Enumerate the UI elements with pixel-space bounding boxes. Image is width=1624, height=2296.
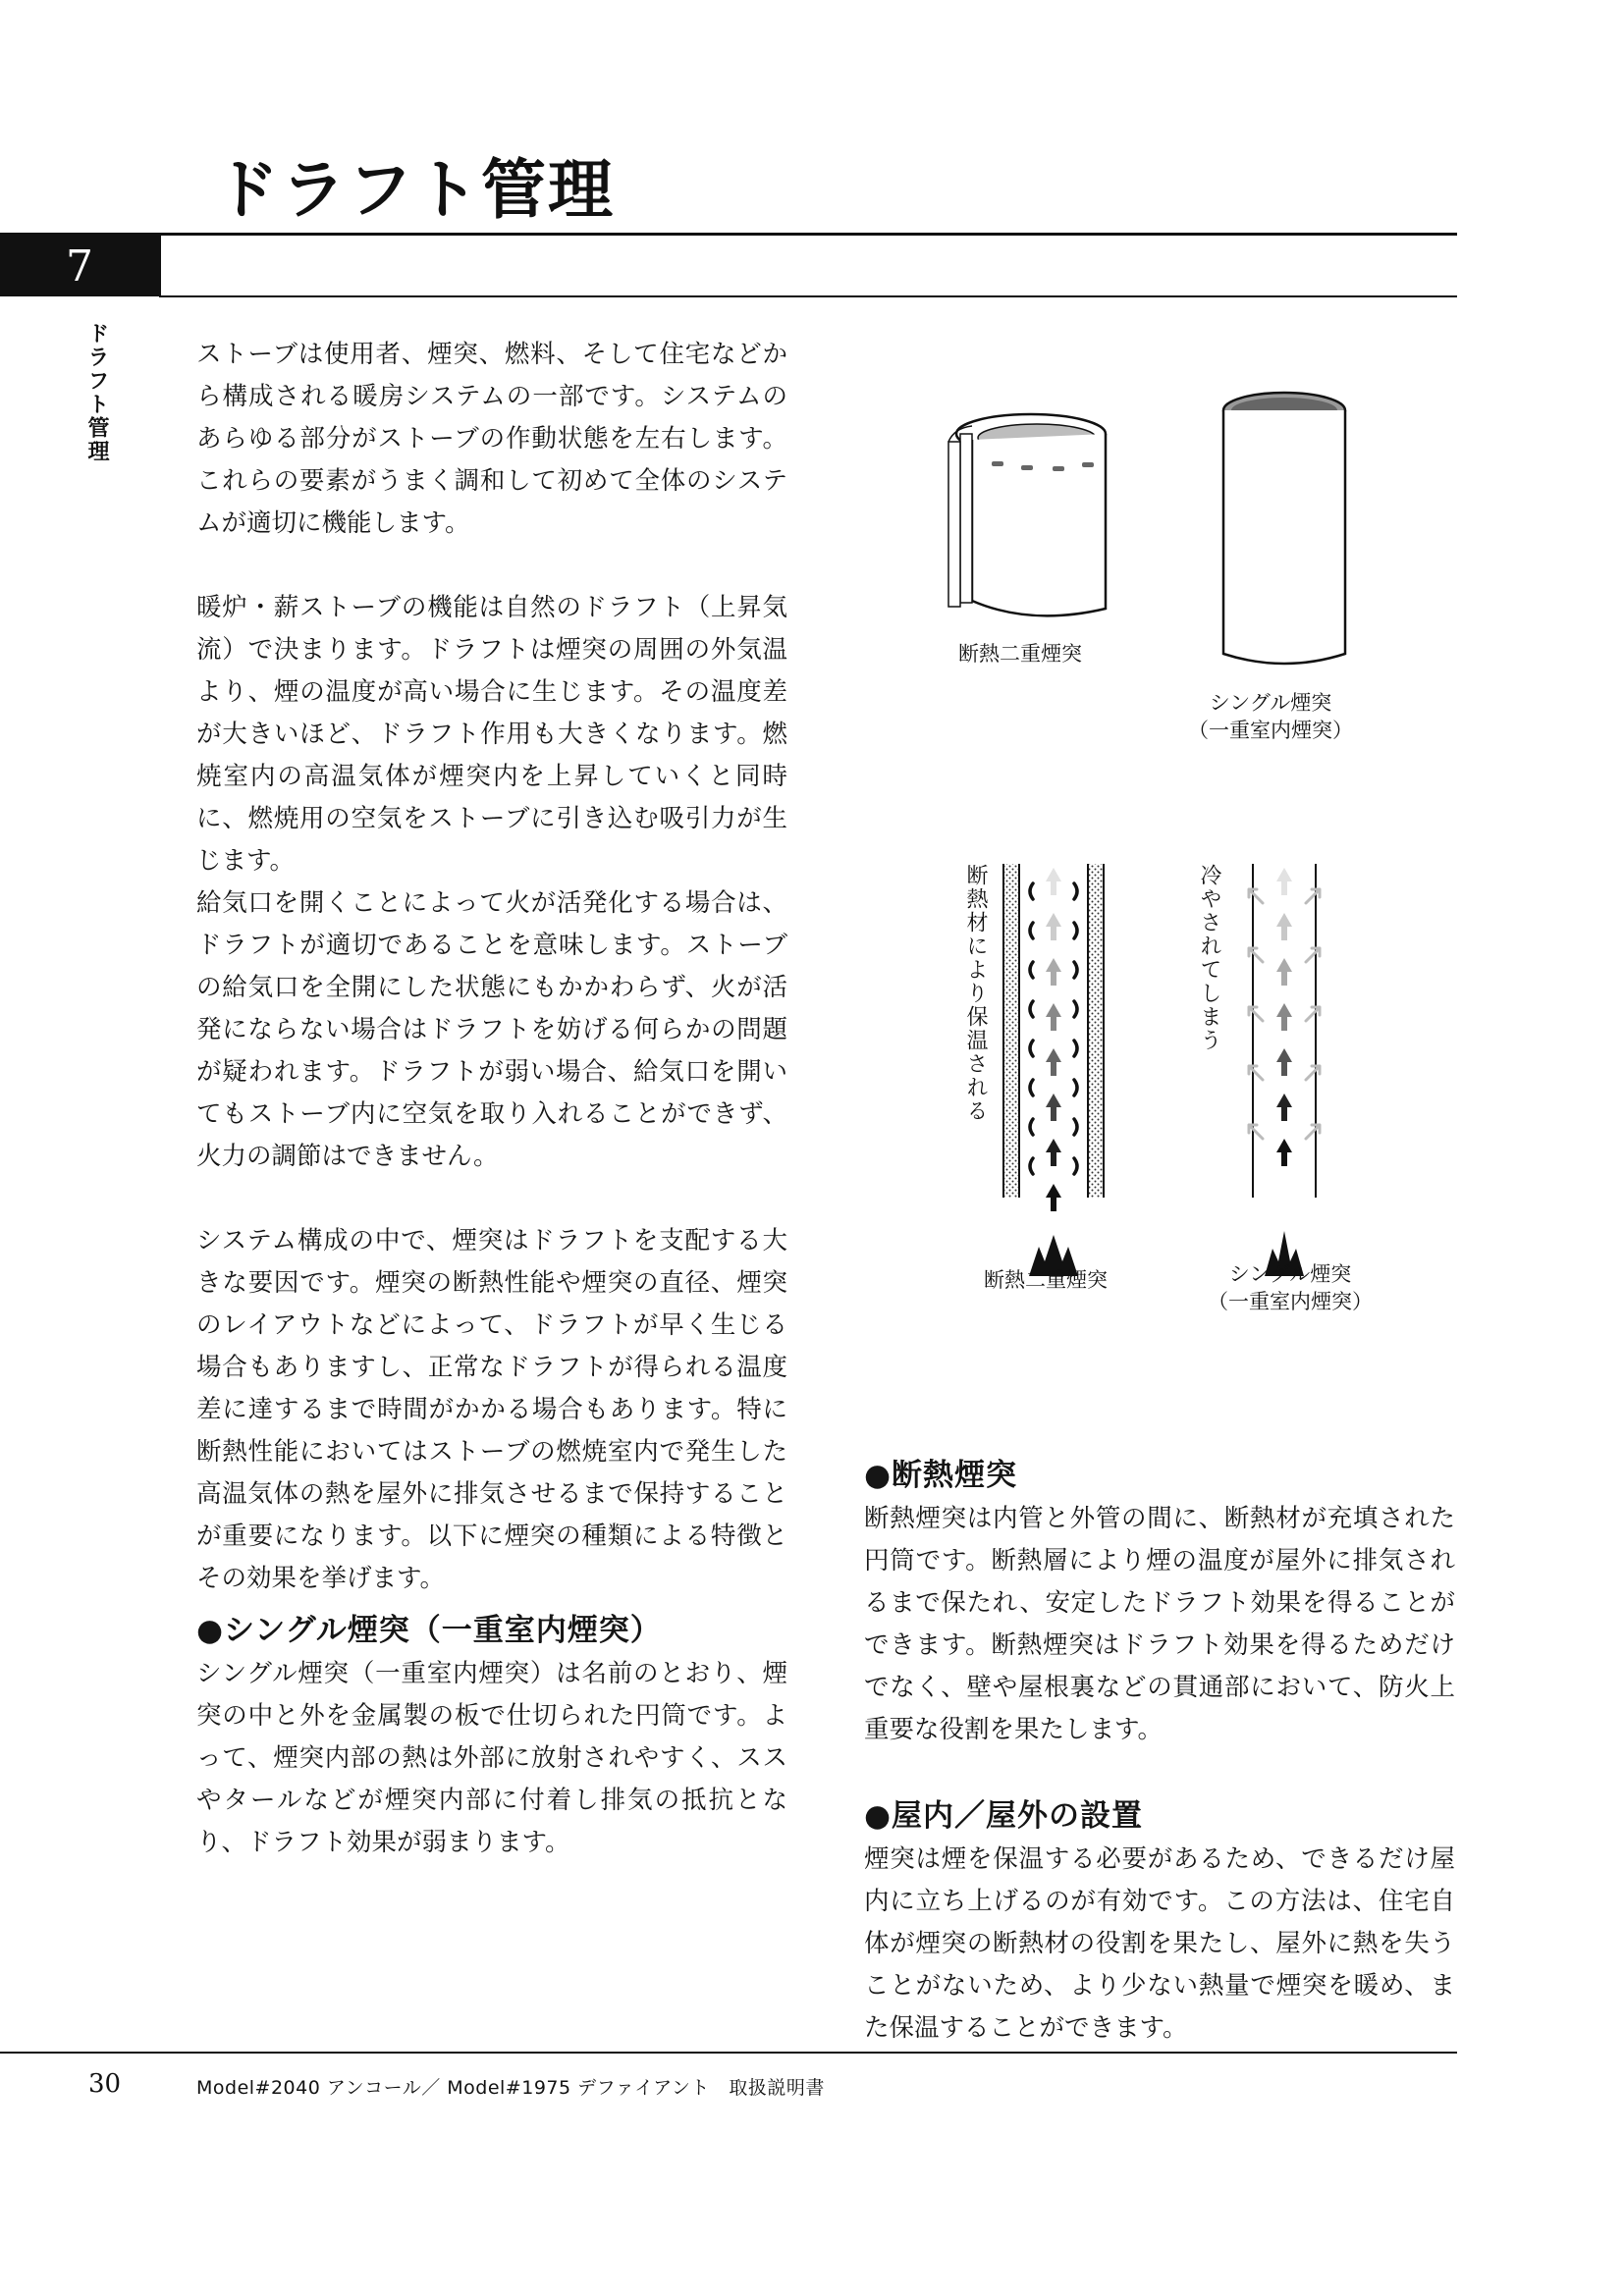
insulated-cross-section: [1003, 864, 1104, 1276]
header-divider: [159, 233, 161, 297]
vlabel-single: 冷やされてしまう: [1197, 864, 1221, 1052]
insulated-chimney-drawing: [948, 414, 1106, 615]
section-body-single: シングル煙突（一重室内煙突）は名前のとおり、煙突の中と外を金属製の板で仕切られた円筒です。よって、煙突内部の熱は外部に放射されやすく、ススやタールなどが煙突内部に付着し排気の抵抗となり、ドラフト効果が弱まります。: [196, 1659, 787, 1857]
right-column: [864, 1453, 1455, 2050]
left-column: [196, 334, 787, 1864]
chimney-figure: [923, 373, 1434, 1355]
header-rule: [0, 233, 1457, 236]
side-section-label: ドラフト管理: [84, 322, 110, 463]
paragraph-chimney-factor: システム構成の中で、煙突はドラフトを支配する大きな要因です。煙突の断熱性能や煙突の直径、煙突のレイアウトなどによって、ドラフトが早く生じる場合もありますし、正常なドラフトが得られる温度差に達するまで時間がかかる場合もあります。特に断熱性能においてはストーブの燃焼室内で発生した高温気体の熱を屋外に排気させるまで保持することが重要になります。以下に煙突の種類による特徴とその効果を挙げます。: [196, 1226, 787, 1593]
page-number: 30: [88, 2069, 122, 2099]
paragraph-draft: 暖炉・薪ストーブの機能は自然のドラフト（上昇気流）で決まります。ドラフトは煙突の周囲の外気温より、煙の温度が高い場合に生じます。その温度差が大きいほど、ドラフト作用も大きくなります。燃焼室内の高温気体が煙突内を上昇していくと同時に、燃焼用の空気をストーブに引き込む吸引力が生じます。: [196, 593, 787, 876]
chapter-number: 7: [0, 236, 159, 296]
paragraph-air-intake: 給気口を開くことによって火が活発化する場合は、ドラフトが適切であることを意味します。ストーブの給気口を全開にした状態にもかかわらず、火が活発にならない場合はドラフトを妨げる何らかの問題が疑われます。ドラフトが弱い場合、給気口を開いてもストーブ内に空気を取り入れることができず、火力の調節はできません。: [196, 888, 787, 1171]
section-heading-insulated: ●断熱煙突: [864, 1458, 1018, 1493]
section-body-insulated: 断熱煙突は内管と外管の間に、断熱材が充填された円筒です。断熱層により煙の温度が屋外に排気されるまで保たれ、安定したドラフト効果を得ることができます。断熱煙突はドラフト効果を得るためだけでなく、壁や屋根裏などの貫通部において、防火上重要な役割を果たします。: [864, 1504, 1455, 1744]
section-body-location: 煙突は煙を保温する必要があるため、できるだけ屋内に立ち上げるのが有効です。この方法は、住宅自体が煙突の断熱材の役割を果たし、屋外に熱を失うことがないため、より少ない熱量で煙突を暖め、また保温することができます。: [864, 1844, 1455, 2043]
footer-manual-title: Model#2040 アンコール／ Model#1975 デファイアント 取扱説明書: [196, 2077, 825, 2099]
label-insulated-bottom: 断熱二重煙突: [984, 1268, 1108, 1292]
header-subrule: [159, 295, 1457, 297]
chimney-illustration: [923, 373, 1434, 1355]
vlabel-insulated: 断熱材により保温される: [963, 864, 988, 1123]
page-title: ドラフト管理: [214, 151, 615, 228]
label-single-bottom: シングル煙突 （一重室内煙突）: [1208, 1262, 1373, 1313]
label-single-top: シングル煙突 （一重室内煙突）: [1188, 691, 1353, 742]
label-insulated-top: 断熱二重煙突: [958, 642, 1082, 666]
section-heading-single: ●シングル煙突（一重室内煙突）: [196, 1613, 662, 1648]
paragraph-system: ストーブは使用者、煙突、燃料、そして住宅などから構成される暖房システムの一部です。システムのあらゆる部分がストーブの作動状態を左右します。これらの要素がうまく調和して初めて全体のシステムが適切に機能します。: [196, 340, 787, 538]
single-chimney-drawing: [1223, 393, 1345, 664]
section-heading-location: ●屋内／屋外の設置: [864, 1798, 1144, 1834]
footer-rule: [0, 2052, 1457, 2054]
single-cross-section: [1249, 864, 1320, 1276]
